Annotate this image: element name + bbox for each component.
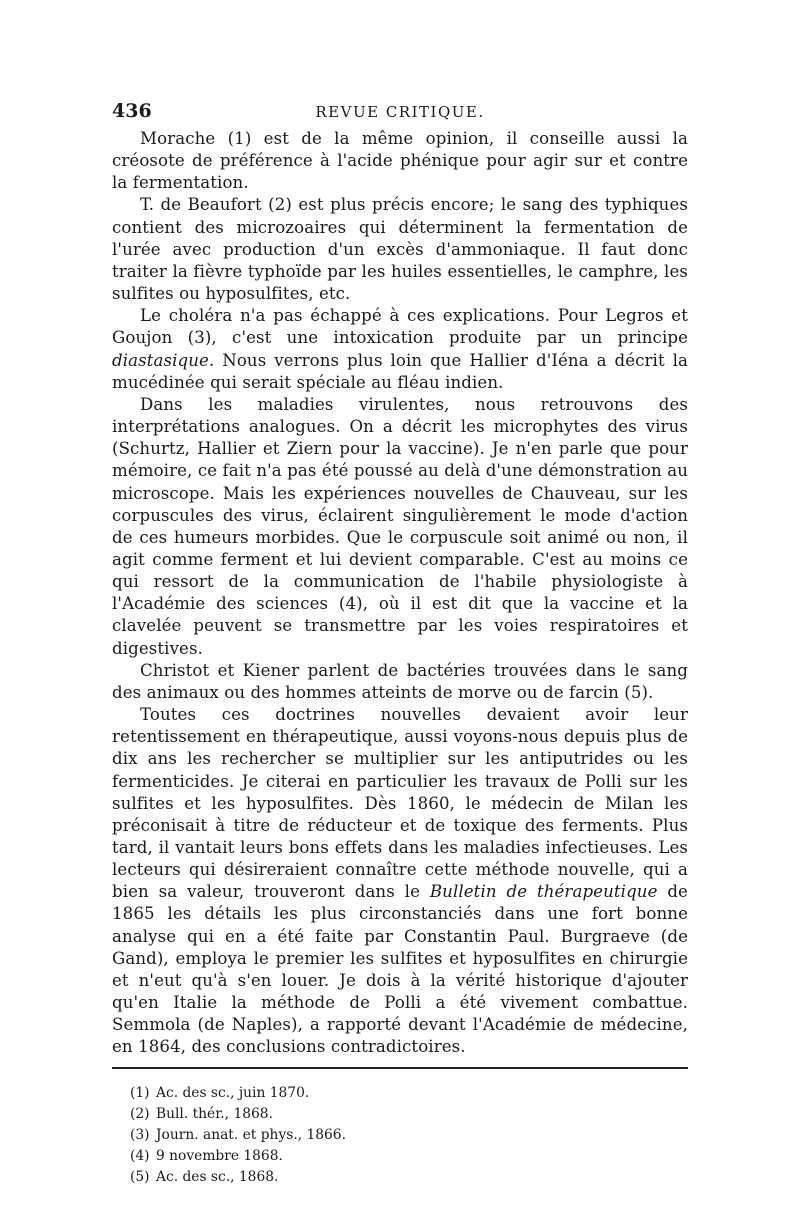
footnote-text: Journ. anat. et phys., 1866. <box>156 1126 346 1143</box>
text-segment: Morache (1) est de la même opinion, il conseille aussi la créosote de préférence à l'acide phénique pour agir sur et contre la fermentation. <box>112 129 688 193</box>
footnote-rule <box>112 1067 688 1069</box>
paragraph-p2 <box>112 194 688 305</box>
footnote-text: 9 novembre 1868. <box>156 1147 283 1164</box>
paragraph-p5 <box>112 660 688 704</box>
footnote-number: (2) <box>130 1105 150 1122</box>
footnote <box>130 1167 688 1188</box>
footnote-text: Ac. des sc., juin 1870. <box>156 1084 310 1101</box>
footnote-number: (4) <box>130 1147 150 1164</box>
text-segment: T. de Beaufort (2) est plus précis encore; le sang des typhiques contient des microzoaires qui déterminent la fermentation de l'urée avec production d'un excès d'ammoniaque. Il faut donc traiter la fièvre typhoïde par les huiles essentielles, le camphre, les sulfites ou hyposulfites, etc. <box>112 195 688 304</box>
paragraph-p6 <box>112 704 688 1059</box>
footnote <box>130 1083 688 1104</box>
text-segment: Toutes ces doctrines nouvelles devaient avoir leur retentissement en thérapeutique, aussi voyons-nous depuis plus de dix ans les rechercher se multiplier sur les antiputrides ou les fermenticides. Je citerai en particulier les travaux de Polli sur les sulfites et les hyposulfites. Dès 1860, le médecin de Milan les préconisait à titre de réducteur et de toxique des ferments. Plus tard, il vantait leurs bons effets dans les maladies infectieuses. Les lecteurs qui désireraient connaître cette méthode nouvelle, qui a bien sa valeur, trouveront dans le <box>112 705 688 902</box>
footnote-number: (5) <box>130 1168 150 1185</box>
footnote <box>130 1104 688 1125</box>
footnotes <box>112 1083 688 1188</box>
footnote <box>130 1146 688 1167</box>
text-segment: Christot et Kiener parlent de bactéries trouvées dans le sang des animaux ou des hommes atteints de morve ou de farcin (5). <box>112 660 688 702</box>
page <box>112 98 688 1188</box>
italic-term: diastasique <box>112 350 209 370</box>
text-segment: de 1865 les détails les plus circonstanciés dans une fort bonne analyse qui en a été faite par Constantin Paul. Burgraeve (de Gand), employa le premier les sulfites et hyposulfites en chirurgie et n'eut qu'à s'en louer. Je dois à la vérité historique d'ajouter qu'en Italie la méthode de Polli a été vivement combattue. Semmola (de Naples), a rapporté devant l'Académie de médecine, en 1864, des conclusions contradictoires. <box>112 882 688 1057</box>
paragraph-p1 <box>112 128 688 194</box>
footnote <box>130 1125 688 1146</box>
paragraph-p4 <box>112 394 688 660</box>
text-segment: . Nous verrons plus loin que Hallier d'Iéna a décrit la mucédinée qui serait spéciale au fléau indien. <box>112 350 688 392</box>
footnote-number: (3) <box>130 1126 150 1143</box>
footnote-text: Ac. des sc., 1868. <box>156 1168 279 1185</box>
text-segment: Dans les maladies virulentes, nous retrouvons des interprétations analogues. On a décrit les microphytes des virus (Schurtz, Hallier et Ziern pour la vaccine). Je n'en parle que pour mémoire, ce fait n'a pas été poussé au delà d'une démonstration au microscope. Mais les expériences nouvelles de Chauveau, sur les corpuscules des virus, éclairent singulièrement le mode d'action de ces humeurs morbides. Que le corpuscule soit animé ou non, il agit comme ferment et lui devient comparable. C'est au moins ce qui ressort de la communication de l'habile physiologiste à l'Académie des sciences (4), où il est dit que la vaccine et la clavelée peuvent se transmettre par les voies respiratoires et digestives. <box>112 394 688 658</box>
page-number: 436 <box>112 100 152 122</box>
footnote-text: Bull. thér., 1868. <box>156 1105 273 1122</box>
running-head <box>112 98 688 128</box>
footnote-number: (1) <box>130 1084 150 1101</box>
paragraph-p3 <box>112 305 688 394</box>
text-segment: Le choléra n'a pas échappé à ces explications. Pour Legros et Goujon (3), c'est une intoxication produite par un principe <box>112 306 688 348</box>
running-head-title: REVUE CRITIQUE. <box>315 103 485 121</box>
italic-term: Bulletin de thérapeutique <box>429 882 658 902</box>
body-text <box>112 128 688 1059</box>
